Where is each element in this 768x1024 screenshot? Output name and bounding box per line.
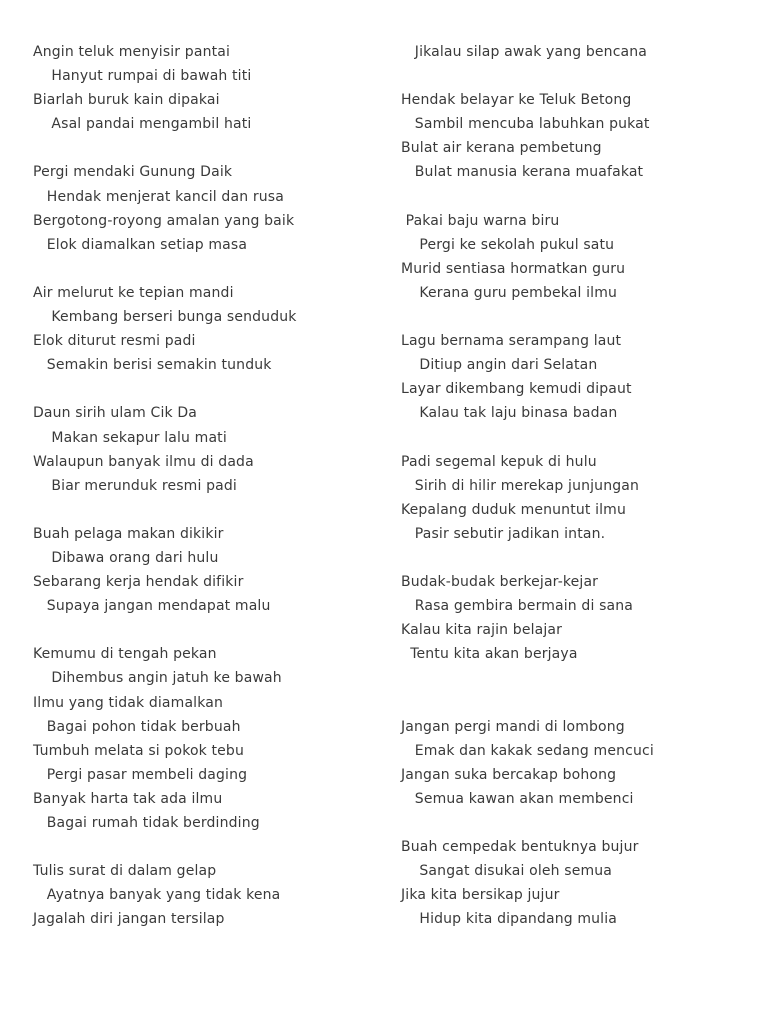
- text-line: [33, 835, 297, 859]
- text-line: Kalau tak laju binasa badan: [401, 405, 618, 422]
- left-column: [33, 40, 297, 931]
- text-line: Semua kawan akan membenci: [401, 790, 634, 807]
- text-line: Sirih di hilir merekap junjungan: [401, 477, 640, 494]
- text-line: Elok diamalkan setiap masa: [33, 236, 248, 253]
- text-line: [33, 257, 297, 281]
- text-line: Pakai baju warna biru: [401, 212, 560, 229]
- text-line: Hidup kita dipandang mulia: [401, 911, 617, 928]
- text-line: Walaupun banyak ilmu di dada: [33, 453, 254, 470]
- text-line: Elok diturut resmi padi: [33, 333, 196, 350]
- text-line: Sebarang kerja hendak difikir: [33, 574, 244, 591]
- text-line: Layar dikembang kemudi dipaut: [401, 381, 632, 398]
- text-line: Pergi pasar membeli daging: [33, 766, 248, 783]
- text-line: Semakin berisi semakin tunduk: [33, 357, 272, 374]
- text-line: [401, 305, 654, 329]
- text-line: Sangat disukai oleh semua: [401, 863, 613, 880]
- text-line: Murid sentiasa hormatkan guru: [401, 260, 626, 277]
- text-line: [401, 666, 654, 690]
- text-line: Angin teluk menyisir pantai: [33, 44, 231, 60]
- text-line: Dihembus angin jatuh ke bawah: [33, 670, 282, 687]
- text-line: Daun sirih ulam Cik Da: [33, 405, 198, 422]
- text-line: Kalau kita rajin belajar: [401, 622, 563, 639]
- text-line: Jika kita bersikap jujur: [401, 887, 560, 904]
- text-line: Tulis surat di dalam gelap: [33, 863, 217, 880]
- text-line: Hendak belayar ke Teluk Betong: [401, 92, 632, 109]
- text-line: Air melurut ke tepian mandi: [33, 284, 234, 301]
- text-line: Kemumu di tengah pekan: [33, 646, 217, 663]
- text-line: Pergi ke sekolah pukul satu: [401, 236, 615, 253]
- text-line: Bagai pohon tidak berbuah: [33, 718, 241, 735]
- text-line: [33, 136, 297, 160]
- text-line: [401, 185, 654, 209]
- text-line: Jikalau silap awak yang bencana: [401, 44, 648, 60]
- text-line: Jangan pergi mandi di lombong: [401, 718, 625, 735]
- text-line: Ditiup angin dari Selatan: [401, 357, 598, 374]
- text-line: Bagai rumah tidak berdinding: [33, 815, 260, 831]
- text-line: Hendak menjerat kancil dan rusa: [33, 188, 284, 205]
- text-line: Kembang berseri bunga senduduk: [33, 309, 297, 326]
- text-line: [401, 64, 654, 88]
- right-column: [401, 40, 654, 931]
- text-line: Pasir sebutir jadikan intan.: [401, 525, 606, 542]
- text-line: Tentu kita akan berjaya: [401, 646, 578, 663]
- text-line: Ilmu yang tidak diamalkan: [33, 694, 223, 711]
- text-line: [401, 546, 654, 570]
- text-line: [401, 811, 654, 835]
- text-line: Padi segemal kepuk di hulu: [401, 453, 597, 470]
- text-line: Supaya jangan mendapat malu: [33, 598, 271, 615]
- text-line: Budak-budak berkejar-kejar: [401, 574, 599, 591]
- text-line: Asal pandai mengambil hati: [33, 116, 252, 133]
- text-line: [33, 618, 297, 642]
- text-line: Kepalang duduk menuntut ilmu: [401, 501, 626, 518]
- text-line: Bergotong-royong amalan yang baik: [33, 212, 295, 229]
- text-line: Hanyut rumpai di bawah titi: [33, 68, 252, 85]
- text-line: [401, 426, 654, 450]
- text-line: Sambil mencuba labuhkan pukat: [401, 116, 650, 133]
- text-line: Dibawa orang dari hulu: [33, 549, 219, 566]
- text-line: Bulat manusia kerana muafakat: [401, 164, 644, 181]
- text-line: Bulat air kerana pembetung: [401, 140, 602, 157]
- text-line: Biar merunduk resmi padi: [33, 477, 237, 494]
- text-line: Tumbuh melata si pokok tebu: [33, 742, 244, 759]
- text-line: Lagu bernama serampang laut: [401, 333, 622, 350]
- text-line: Jangan suka bercakap bohong: [401, 766, 617, 783]
- text-line: Ayatnya banyak yang tidak kena: [33, 887, 281, 904]
- text-line: Buah cempedak bentuknya bujur: [401, 839, 639, 856]
- text-line: [33, 377, 297, 401]
- text-line: Pergi mendaki Gunung Daik: [33, 164, 233, 181]
- text-line: Emak dan kakak sedang mencuci: [401, 742, 654, 759]
- text-line: Banyak harta tak ada ilmu: [33, 790, 223, 807]
- text-line: [401, 691, 654, 715]
- text-line: Makan sekapur lalu mati: [33, 429, 227, 446]
- text-line: Biarlah buruk kain dipakai: [33, 92, 220, 109]
- text-line: Jagalah diri jangan tersilap: [33, 911, 225, 928]
- text-line: Kerana guru pembekal ilmu: [401, 284, 618, 301]
- text-line: Rasa gembira bermain di sana: [401, 598, 634, 615]
- text-line: [33, 498, 297, 522]
- text-line: Buah pelaga makan dikikir: [33, 525, 224, 542]
